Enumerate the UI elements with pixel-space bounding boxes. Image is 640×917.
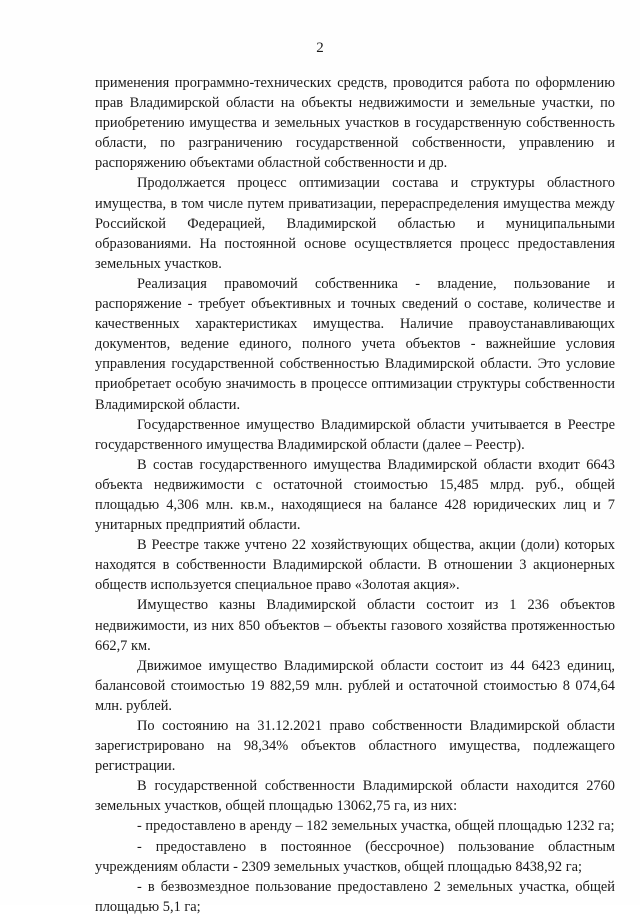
list-item: - предоставлено в постоянное (бессрочное) пользование областным учреждениям области - 2309 земельных участков, общей площадью 8438,92 га;	[95, 838, 615, 875]
paragraph: Государственное имущество Владимирской области учитывается в Реестре государственного имущества Владимирской области (далее – Реестр).	[95, 416, 615, 453]
paragraph: В государственной собственности Владимирской области находится 2760 земельных участков, общей площадью 13062,75 га, из них:	[95, 778, 615, 815]
paragraph: Продолжается процесс оптимизации состава и структуры областного имущества, в том числе путем приватизации, перераспределения имущества между Российской Федерацией, Владимирской областью и муниципальными образованиями. На постоянной основе осуществляется процесс предоставления земельных участков.	[95, 175, 615, 272]
document-body	[95, 73, 615, 917]
paragraph: По состоянию на 31.12.2021 право собственности Владимирской области зарегистрировано на 98,34% объектов областного имущества, подлежащего регистрации.	[95, 718, 615, 775]
list-item: - в безвозмездное пользование предоставлено 2 земельных участка, общей площадью 5,1 га;	[95, 878, 615, 915]
paragraph: В Реестре также учтено 22 хозяйствующих общества, акции (доли) которых находятся в собственности Владимирской области. В отношении 3 акционерных обществ используется специальное право «Золотая акция».	[95, 537, 615, 594]
paragraph: Реализация правомочий собственника - владение, пользование и распоряжение - требует объективных и точных сведений о составе, количестве и качественных характеристиках имущества. Наличие правоустанавливающих документов, ведение единого, полного учета объектов - важнейшие условия управления государственной собственностью Владимирской области. Это условие приобретает особую значимость в процессе оптимизации структуры собственности Владимирской области.	[95, 275, 615, 413]
paragraph: Имущество казны Владимирской области состоит из 1 236 объектов недвижимости, из них 850 объектов – объекты газового хозяйства протяженностью 662,7 км.	[95, 597, 615, 654]
page-number: 2	[316, 40, 324, 56]
paragraph: В состав государственного имущества Владимирской области входит 6643 объекта недвижимости с остаточной стоимостью 15,485 млрд. руб., общей площадью 4,306 млн. кв.м., находящиеся на балансе 428 юридических лиц и 7 унитарных предприятий области.	[95, 456, 615, 534]
list-item: - предоставлено в аренду – 182 земельных участка, общей площадью 1232 га;	[137, 818, 615, 835]
paragraph: Движимое имущество Владимирской области состоит из 44 6423 единиц, балансовой стоимостью 19 882,59 млн. рублей и остаточной стоимостью 8 074,64 млн. рублей.	[95, 657, 615, 714]
paragraph: применения программно-технических средств, проводится работа по оформлению прав Владимирской области на объекты недвижимости и земельные участки, по приобретению имущества и земельных участков в государственную собственность области, по разграничению государственной собственности, управлению и распоряжению объектами областной собственности и др.	[95, 75, 615, 172]
